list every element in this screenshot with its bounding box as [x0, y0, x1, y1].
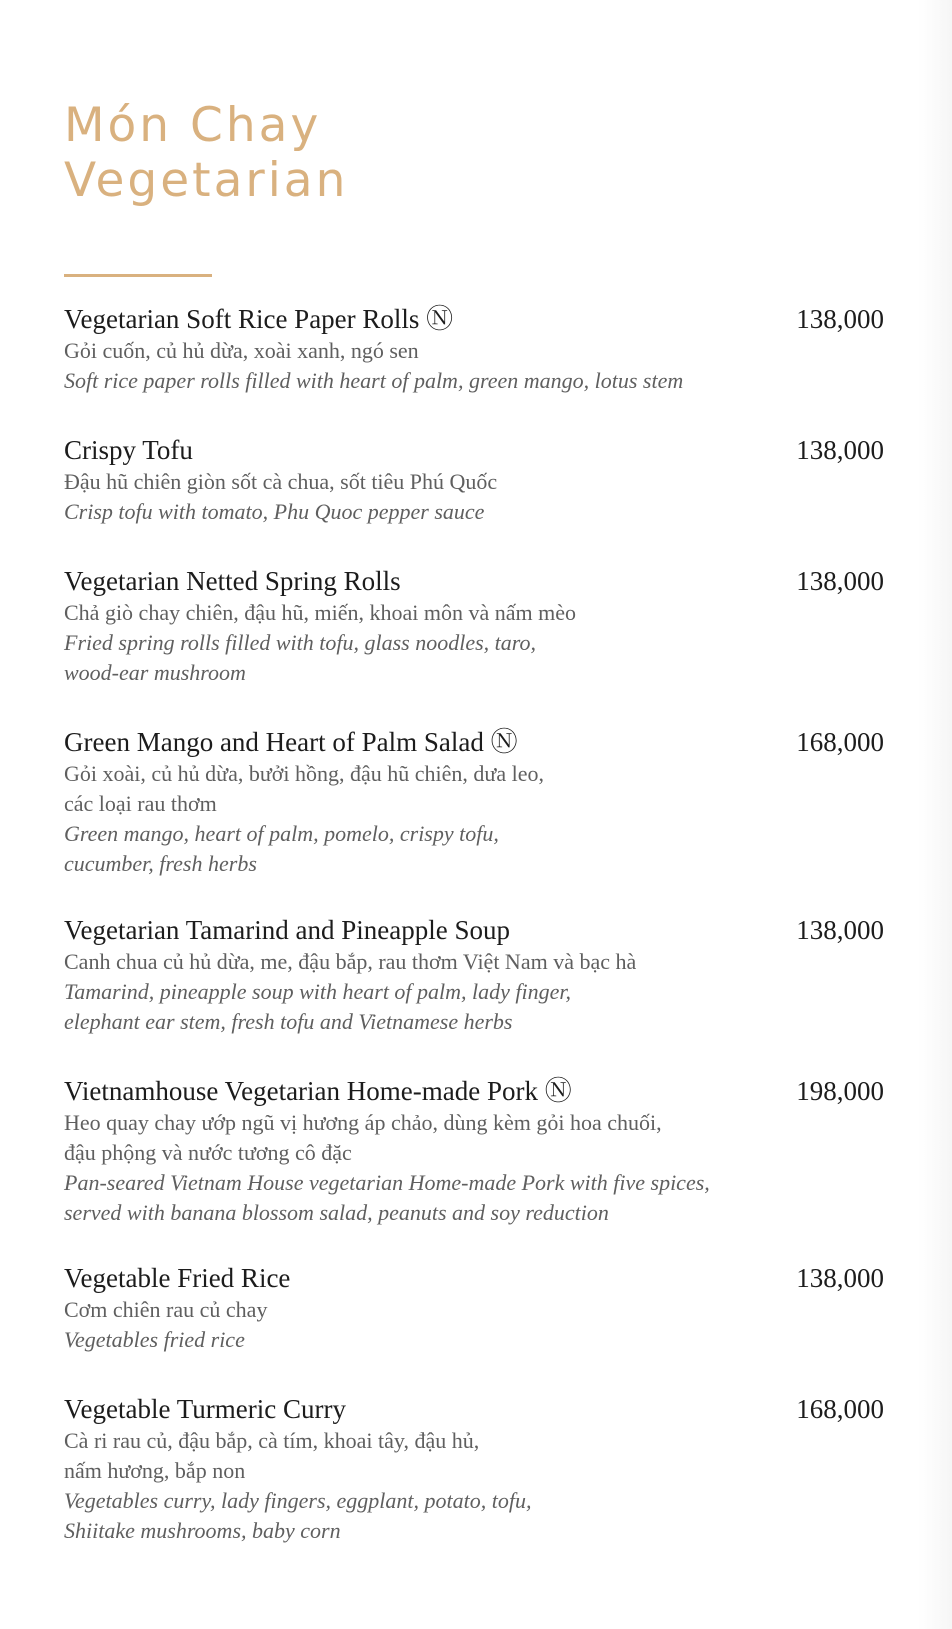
menu-item-description-vietnamese: Canh chua củ hủ dừa, me, đậu bắp, rau thơm Việt Nam và bạc hà [64, 949, 637, 974]
menu-item-description-english: Green mango, heart of palm, pomelo, crispy tofu, cucumber, fresh herbs [64, 821, 499, 876]
menu-item [64, 564, 884, 688]
title-divider [64, 274, 212, 277]
menu-item-header [64, 433, 884, 467]
menu-item-name: Vegetable Turmeric Curry [64, 1394, 346, 1424]
menu-item-header [64, 725, 884, 759]
menu-item [64, 1392, 884, 1546]
page-edge-shadow [918, 0, 952, 1629]
menu-item-description-english: Soft rice paper rolls filled with heart of palm, green mango, lotus stem [64, 368, 684, 393]
menu-item-name: Vegetarian Netted Spring Rolls [64, 566, 401, 596]
menu-item [64, 433, 884, 527]
menu-item-description-english: Fried spring rolls filled with tofu, glass noodles, taro, wood-ear mushroom [64, 630, 537, 685]
menu-item-description-english: Vegetables curry, lady fingers, eggplant, potato, tofu, Shiitake mushrooms, baby corn [64, 1488, 532, 1543]
menu-item-price: 138,000 [796, 1263, 884, 1293]
menu-item-name: Vegetable Fried Rice [64, 1263, 291, 1293]
menu-item-price: 168,000 [796, 1394, 884, 1424]
menu-item-description-vietnamese: Đậu hũ chiên giòn sốt cà chua, sốt tiêu Phú Quốc [64, 469, 498, 494]
menu-item-header [64, 1074, 884, 1108]
menu-item-description-vietnamese: Chả giò chay chiên, đậu hũ, miến, khoai môn và nấm mèo [64, 600, 576, 625]
menu-item [64, 302, 884, 396]
menu-item-price: 138,000 [796, 304, 884, 334]
title-vietnamese: Món Chay [64, 98, 322, 153]
menu-item-description-vietnamese: Cơm chiên rau củ chay [64, 1297, 268, 1322]
title-english: Vegetarian [64, 153, 349, 208]
menu-item-description-vietnamese: Cà ri rau củ, đậu bắp, cà tím, khoai tây, đậu hủ, nấm hương, bắp non [64, 1428, 480, 1483]
menu-item-description-english: Crisp tofu with tomato, Phu Quoc pepper sauce [64, 499, 485, 524]
menu-item-price: 168,000 [796, 727, 884, 757]
menu-item-price: 138,000 [796, 566, 884, 596]
menu-item [64, 1074, 884, 1228]
menu-item-description-english: Pan-seared Vietnam House vegetarian Home-made Pork with five spices, served with banana blossom salad, peanuts and soy reduction [64, 1170, 710, 1225]
menu-item-name: Vegetarian Soft Rice Paper Rolls Ⓝ [64, 304, 454, 334]
menu-item [64, 725, 884, 879]
menu-item-name: Green Mango and Heart of Palm Salad Ⓝ [64, 727, 518, 757]
menu-item-header [64, 1261, 884, 1295]
menu-item-price: 198,000 [796, 1076, 884, 1106]
menu-item-description-vietnamese: Heo quay chay ướp ngũ vị hương áp chảo, dùng kèm gỏi hoa chuối, đậu phộng và nước tương cô đặc [64, 1110, 662, 1165]
menu-item-price: 138,000 [796, 435, 884, 465]
page-title [64, 98, 348, 208]
menu-item-name: Vietnamhouse Vegetarian Home-made Pork Ⓝ [64, 1076, 572, 1106]
menu-item-description-english: Vegetables fried rice [64, 1327, 245, 1352]
menu-item [64, 913, 884, 1037]
menu-item-header [64, 1392, 884, 1426]
menu-item-header [64, 564, 884, 598]
menu-item-price: 138,000 [796, 915, 884, 945]
menu-item-header [64, 913, 884, 947]
menu-item-name: Crispy Tofu [64, 435, 193, 465]
menu-item-name: Vegetarian Tamarind and Pineapple Soup [64, 915, 510, 945]
menu-item-header [64, 302, 884, 336]
menu-item-description-vietnamese: Gỏi xoài, củ hủ dừa, bưởi hồng, đậu hũ chiên, dưa leo, các loại rau thơm [64, 761, 544, 816]
menu-item-description-vietnamese: Gỏi cuốn, củ hủ dừa, xoài xanh, ngó sen [64, 338, 419, 363]
menu-item-description-english: Tamarind, pineapple soup with heart of palm, lady finger, elephant ear stem, fresh tofu and Vietnamese herbs [64, 979, 572, 1034]
menu-item [64, 1261, 884, 1355]
